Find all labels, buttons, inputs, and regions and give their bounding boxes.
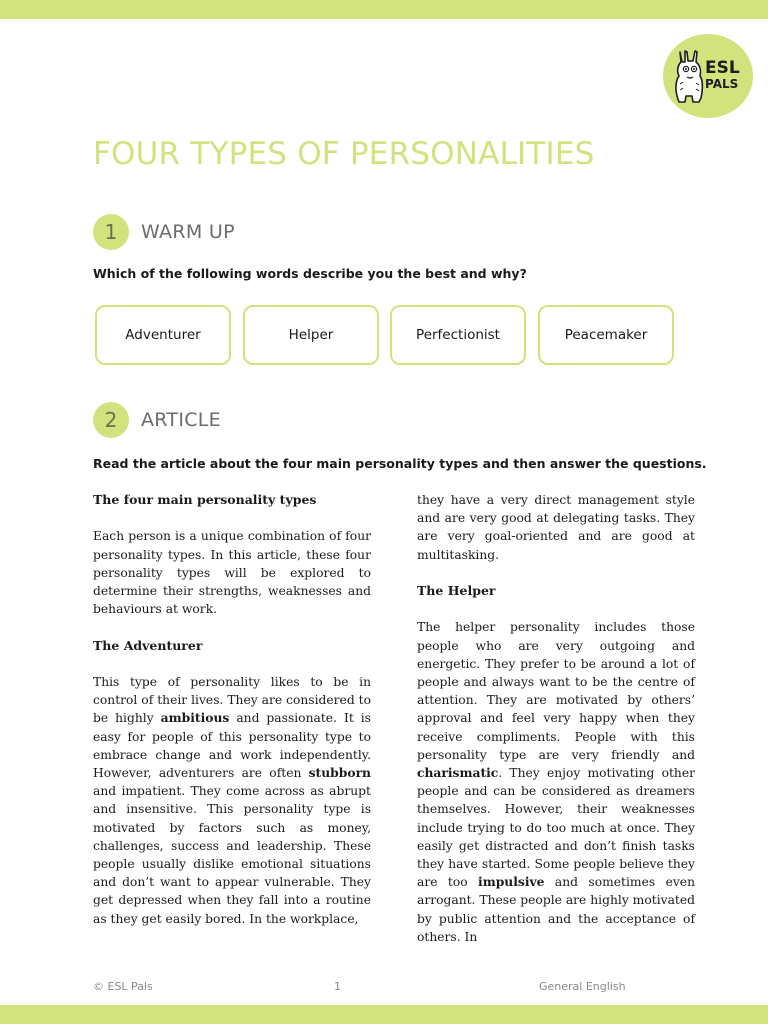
article-instruction: Read the article about the four main personality types and then answer the questions. <box>93 456 707 471</box>
article-main-heading: The four main personality types <box>93 492 317 507</box>
top-band <box>0 0 768 19</box>
word-box-perfectionist: Perfectionist <box>390 305 526 365</box>
adventurer-paragraph-continued: they have a very direct management style and are very good at delegating tasks. They are very goal-oriented and are good at multitasking. <box>417 493 695 562</box>
warmup-heading: WARM UP <box>141 221 235 243</box>
word-box-helper: Helper <box>243 305 379 365</box>
logo-text-esl: ESL <box>705 58 740 78</box>
logo-text-pals: PALS <box>705 77 739 91</box>
warmup-section-header <box>93 214 235 250</box>
helper-paragraph: The helper personality includes those people who are very outgoing and energetic. They prefer to be around a lot of people and always want to be the centre of attention. They are motivated by others’ approval and feel very happy when they receive compliments. People with this personality type are very friendly and charismatic. They enjoy motivating other people and can be considered as dreamers themselves. However, their weaknesses include trying to do too much at once. They easily get distracted and don’t finish tasks they have started. Some people believe they are too impulsive and sometimes even arrogant. These people are highly motivated by public attention and the acceptance of others. In <box>417 620 695 944</box>
keyword-stubborn: stubborn <box>308 765 371 780</box>
keyword-charismatic: charismatic <box>417 765 499 781</box>
article-number-badge: 2 <box>93 402 129 438</box>
word-box-peacemaker: Peacemaker <box>538 305 674 365</box>
adventurer-paragraph: This type of personality likes to be in control of their lives. They are considered to be highly ambitious and passionate. It is easy for people of this personality type to embrace change and work independently. However, adventurers are often stubborn and impatient. They come across as abrupt and insensitive. This personality type is motivated by factors such as money, challenges, success and leadership. These people usually dislike emotional situations and don’t want to appear vulnerable. They get depressed when they fall into a routine as they get easily bored. In the workplace, <box>93 674 371 926</box>
helper-heading: The Helper <box>417 583 496 598</box>
article-column-right <box>417 491 695 964</box>
article-section-header <box>93 402 221 438</box>
word-box-adventurer: Adventurer <box>95 305 231 365</box>
footer-page-number: 1 <box>334 980 341 993</box>
article-intro-paragraph: Each person is a unique combination of four personality types. In this article, these four personality types will be explored to determine their strengths, weaknesses and behaviours at work. <box>93 529 371 617</box>
warmup-number-badge: 1 <box>93 214 129 250</box>
keyword-ambitious: ambitious <box>160 710 230 726</box>
article-heading: ARTICLE <box>141 409 221 431</box>
keyword-impulsive: impulsive <box>478 874 545 890</box>
footer-copyright: © ESL Pals <box>93 980 153 993</box>
esl-pals-logo <box>663 34 753 118</box>
warmup-question: Which of the following words describe you the best and why? <box>93 266 527 281</box>
adventurer-heading: The Adventurer <box>93 637 203 653</box>
bottom-band <box>0 1005 768 1024</box>
footer-course-name: General English <box>539 980 626 993</box>
page-title: FOUR TYPES OF PERSONALITIES <box>93 136 595 172</box>
llama-icon <box>671 46 707 106</box>
article-column-left <box>93 491 371 946</box>
